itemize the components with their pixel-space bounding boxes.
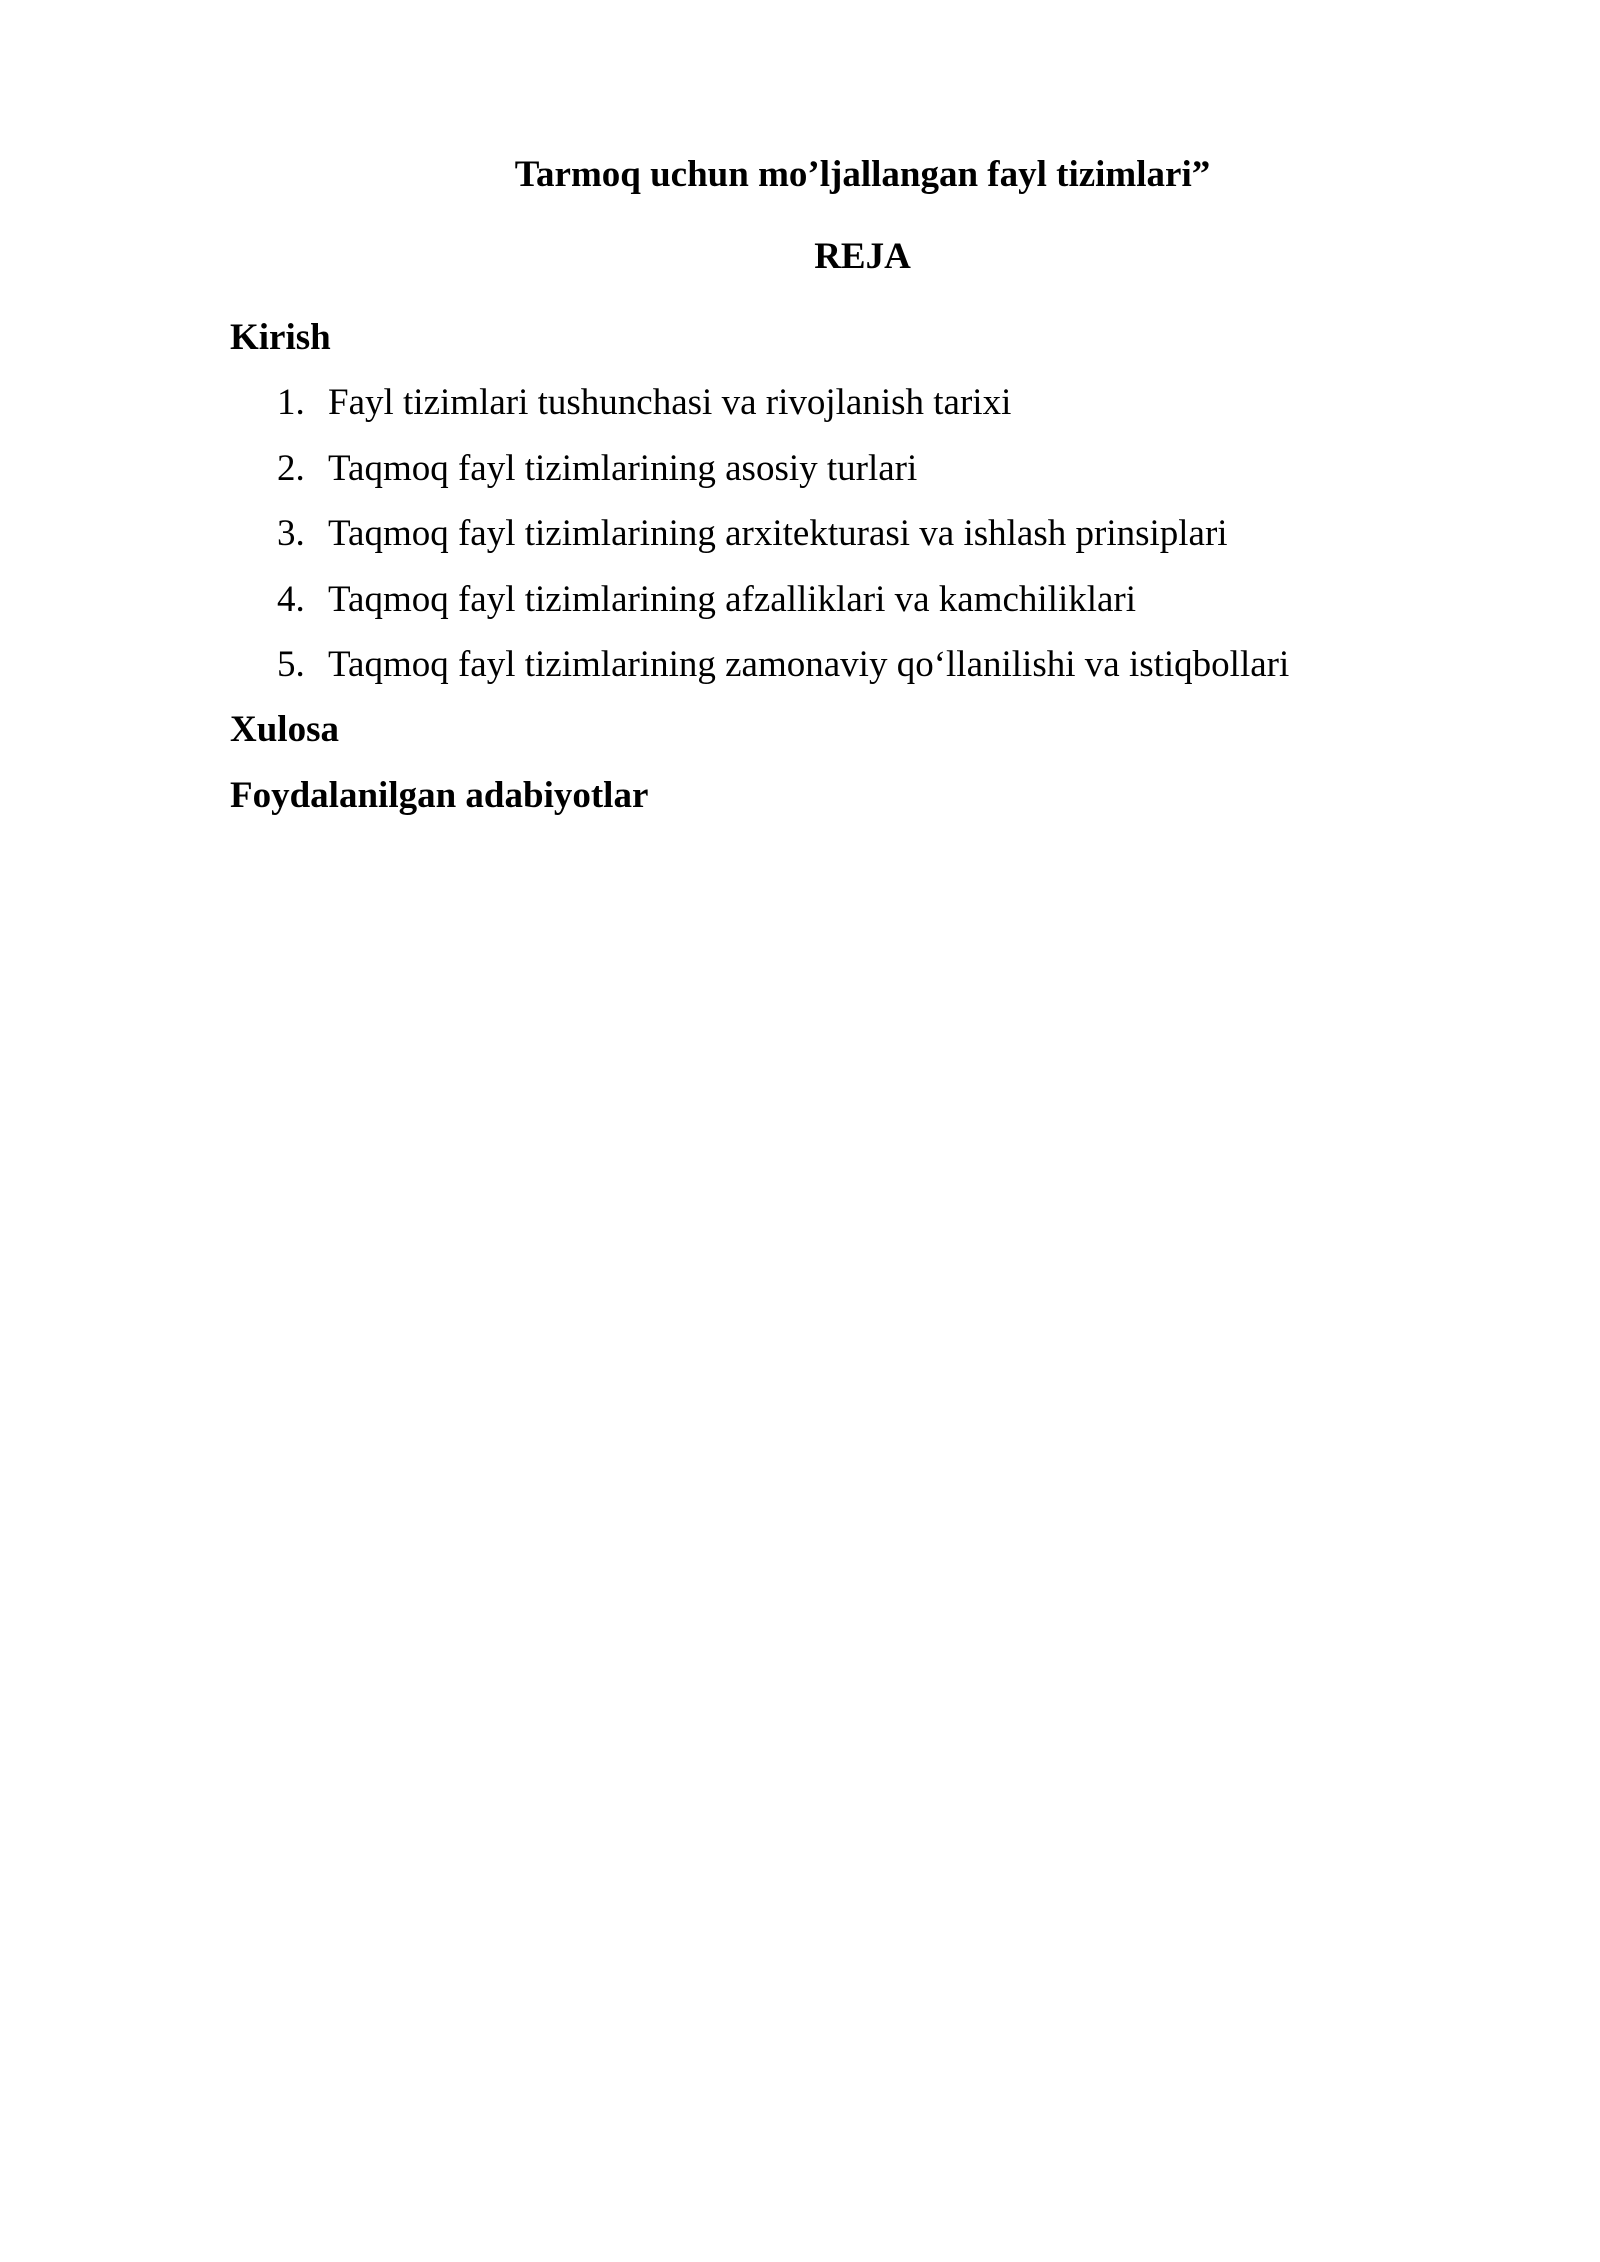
outline-item-number: 2.	[277, 447, 305, 489]
outline-item-text: Fayl tizimlari tushunchasi va rivojlanish tarixi	[328, 382, 1012, 423]
section-references: Foydalanilgan adabiyotlar	[230, 775, 649, 816]
outline-item-number: 1.	[277, 382, 305, 423]
section-intro: Kirish	[230, 317, 331, 358]
outline-item-number: 3.	[277, 513, 305, 554]
outline-item-text: Taqmoq fayl tizimlarining asosiy turlari	[328, 447, 918, 489]
outline-item-text: Taqmoq fayl tizimlarining zamonaviy qo‘llanilishi va istiqbollari	[328, 644, 1290, 685]
document-title: Tarmoq uchun mo’ljallangan fayl tizimlari”	[514, 154, 1211, 195]
section-conclusion: Xulosa	[230, 709, 339, 750]
plan-heading: REJA	[814, 236, 911, 277]
outline-item-text: Taqmoq fayl tizimlarining arxitekturasi va ishlash prinsiplari	[328, 513, 1228, 554]
outline-item-text: Taqmoq fayl tizimlarining afzalliklari va kamchiliklari	[328, 578, 1137, 620]
outline-item-number: 4.	[277, 578, 305, 620]
outline-item-number: 5.	[277, 644, 305, 685]
